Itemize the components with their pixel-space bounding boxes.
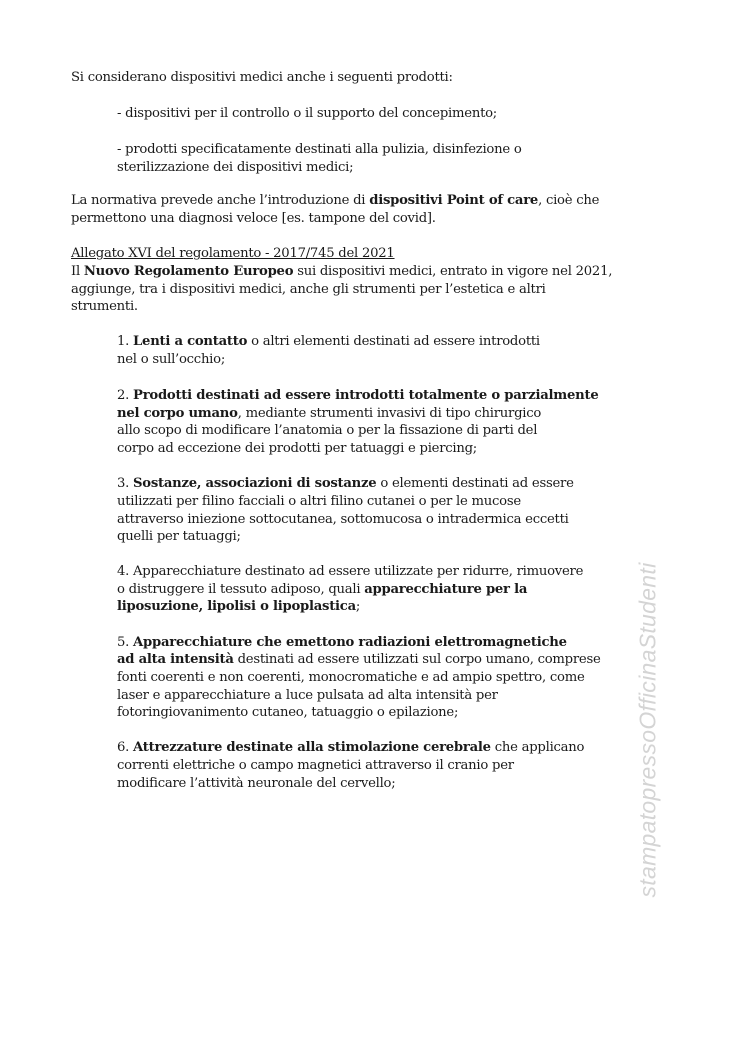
text-line [117,387,598,405]
bold-text: Attrezzature destinate alla stimolazione cerebrale [133,740,491,755]
text-segment: strumenti. [71,299,138,314]
text-segment: allo scopo di modificare l’anatomia o per la fissazione di parti del [117,423,538,438]
bold-text: Sostanze, associazioni di sostanze [133,476,377,491]
text-line [71,298,138,316]
text-line [117,475,574,493]
text-segment: 2. [117,388,134,403]
text-line [117,651,601,669]
text-segment: nel o sull’occhio; [117,352,226,367]
text-segment: Si considerano dispositivi medici anche i seguenti prodotti: [71,70,453,85]
text-line [117,141,522,159]
text-segment: aggiunge, tra i dispositivi medici, anche gli strumenti per l’estetica e altri [71,282,546,297]
text-segment: che applicano [490,740,585,755]
bold-text: nel corpo umano [117,406,238,421]
text-line [117,563,583,581]
text-line [117,405,541,423]
text-segment: fotoringiovanimento cutaneo, tatuaggio o epilazione; [117,705,459,720]
text-segment: , cioè che [538,193,600,208]
bold-text: Prodotti destinati ad essere introdotti totalmente o parzialmente [133,388,599,403]
text-segment: laser e apparecchiature a luce pulsata ad alta intensità per [117,688,498,703]
text-line [117,669,585,687]
bold-text: Nuovo Regolamento Europeo [83,264,294,279]
bold-text: Lenti a contatto [133,334,248,349]
text-segment: sterilizzazione dei dispositivi medici; [117,160,354,175]
text-line [117,511,569,529]
text-segment: La normativa prevede anche l’introduzione di [71,193,370,208]
text-segment: o elementi destinati ad essere [376,476,574,491]
text-segment: 4. Apparecchiature destinato ad essere utilizzate per ridurre, rimuovere [117,564,584,579]
text-line [117,333,540,351]
text-line [117,598,360,616]
text-line [117,159,353,177]
text-line [117,739,584,757]
text-line [117,528,241,546]
bold-text: Apparecchiature che emettono radiazioni elettromagnetiche [133,635,567,650]
text-line [117,581,527,599]
text-line [117,704,458,722]
text-segment: , mediante strumenti invasivi di tipo chirurgico [237,406,542,421]
underlined-heading: Allegato XVI del regolamento - 2017/745 del 2021 [71,246,395,261]
text-line [117,634,567,652]
text-segment: permettono una diagnosi veloce [es. tampone del covid]. [71,211,436,226]
text-line [117,775,395,793]
text-segment: fonti coerenti e non coerenti, monocromatiche e ad ampio spettro, come [117,670,585,685]
text-segment: corpo ad eccezione dei prodotti per tatuaggi e piercing; [117,441,478,456]
text-segment: - prodotti specificatamente destinati alla pulizia, disinfezione o [117,142,522,157]
bold-text: apparecchiature per la [364,582,528,597]
text-segment: correnti elettriche o campo magnetici attraverso il cranio per [117,758,514,773]
text-segment: utilizzati per filino facciali o altri filino cutanei o per le mucose [117,494,521,509]
text-segment: destinati ad essere utilizzati sul corpo umano, comprese [233,652,601,667]
text-line [117,105,497,123]
text-segment: quelli per tatuaggi; [117,529,241,544]
text-segment: sui dispositivi medici, entrato in vigore nel 2021, [293,264,613,279]
text-line [117,757,514,775]
text-segment: attraverso iniezione sottocutanea, sottomucosa o intradermica eccetti [117,512,569,527]
text-line [117,687,498,705]
text-line [71,210,436,228]
text-segment: o distruggere il tessuto adiposo, quali [117,582,365,597]
text-line [71,245,395,263]
text-line [71,192,599,210]
text-line [71,69,453,87]
text-segment: 6. [117,740,134,755]
text-line [71,281,546,299]
text-segment: 3. [117,476,134,491]
text-segment: ; [355,599,361,614]
text-segment: Il [71,264,84,279]
text-line [117,440,477,458]
text-segment: modificare l’attività neuronale del cervello; [117,776,396,791]
text-segment: 5. [117,635,134,650]
watermark: stampatopressoOfficinaStudenti [634,562,661,898]
text-segment: 1. [117,334,134,349]
bold-text: ad alta intensità [117,652,234,667]
text-segment: o altri elementi destinati ad essere introdotti [247,334,540,349]
text-line [117,351,225,369]
text-segment: - dispositivi per il controllo o il supporto del concepimento; [117,106,498,121]
text-line [117,493,521,511]
bold-text: liposuzione, lipolisi o lipoplastica [117,599,356,614]
bold-text: dispositivi Point of care [369,193,539,208]
text-line [117,422,537,440]
text-line [71,263,612,281]
